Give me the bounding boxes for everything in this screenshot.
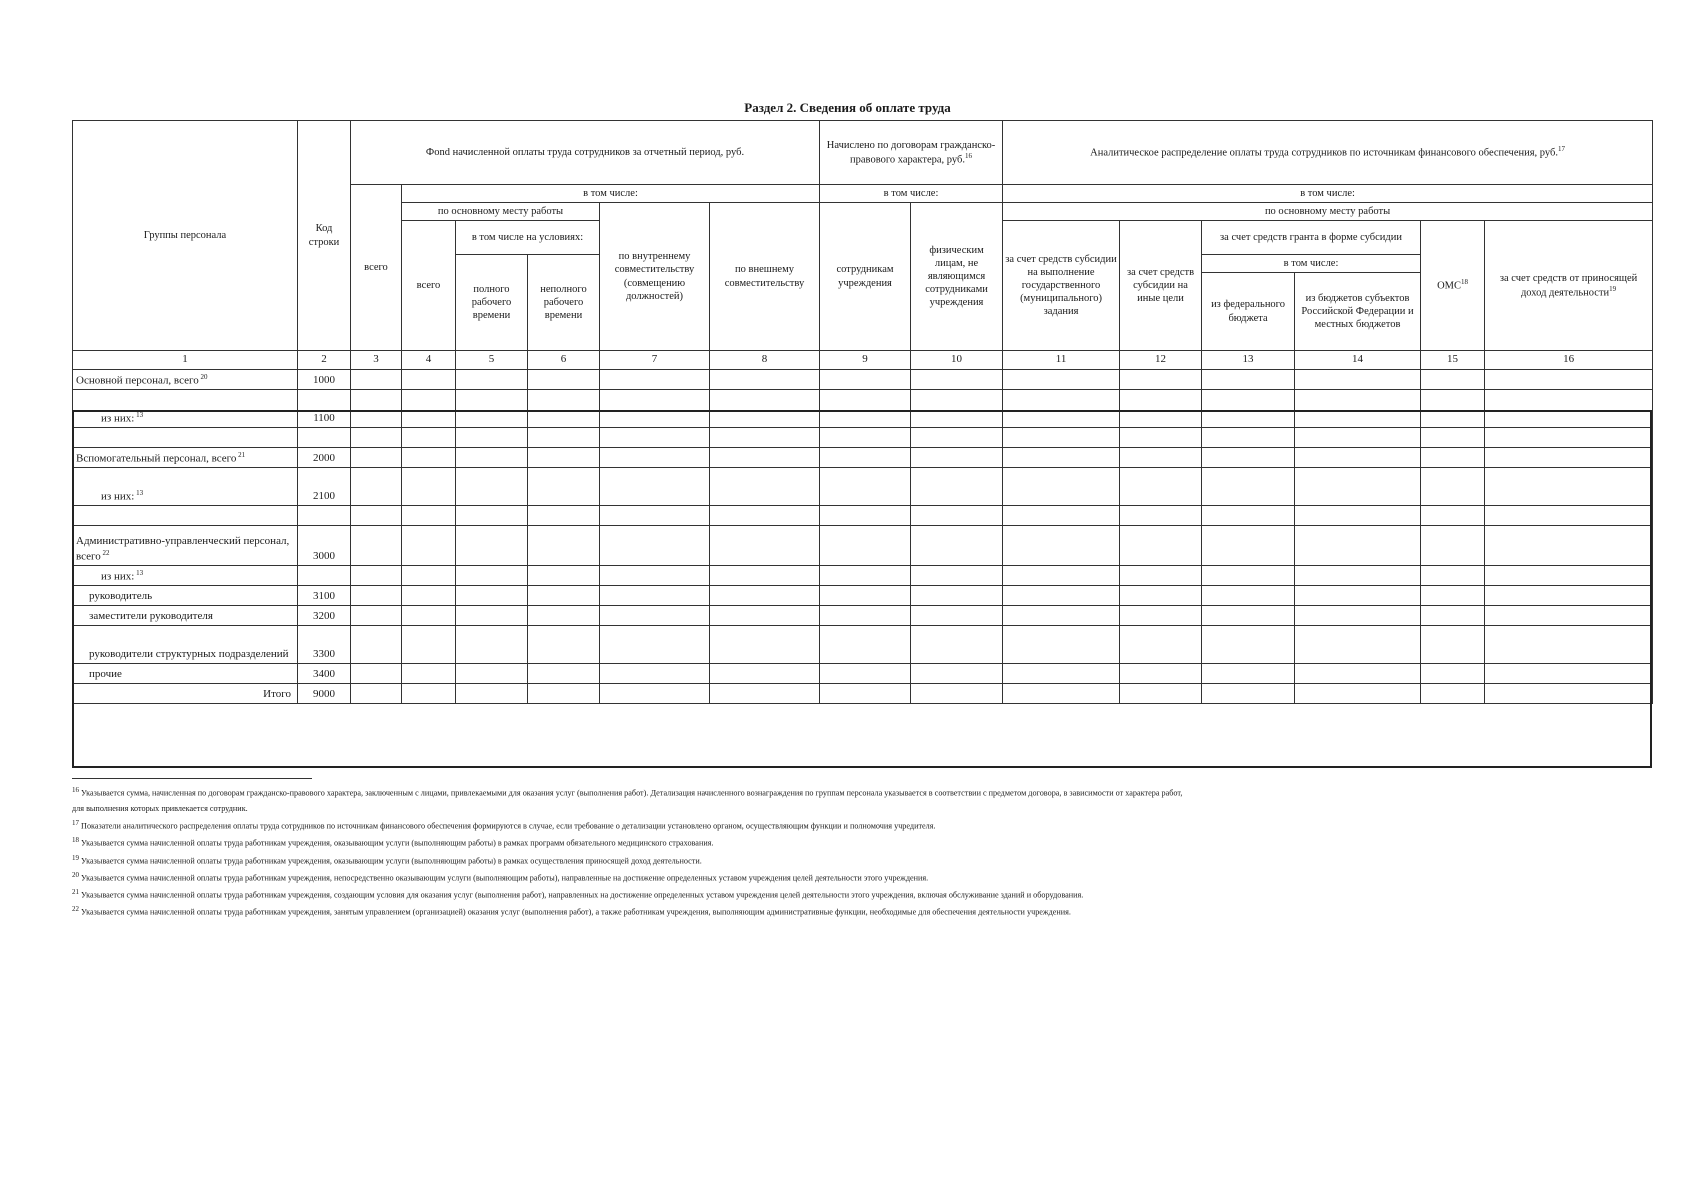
data-cell[interactable] — [1003, 506, 1120, 526]
table-row — [73, 428, 1653, 448]
data-cell[interactable] — [1485, 586, 1653, 606]
table-row — [73, 566, 1653, 586]
data-cell[interactable] — [1421, 428, 1485, 448]
data-cell[interactable] — [710, 606, 820, 626]
data-cell[interactable] — [1421, 664, 1485, 684]
row-label: руководители структурных подразделений — [73, 626, 298, 664]
data-cell[interactable] — [351, 390, 402, 428]
column-number: 12 — [1120, 351, 1202, 370]
data-cell[interactable] — [528, 370, 600, 390]
data-cell[interactable] — [1120, 626, 1202, 664]
data-cell[interactable] — [911, 684, 1003, 704]
row-code: 1000 — [298, 370, 351, 390]
data-cell[interactable] — [600, 428, 710, 448]
footnote: 18 Указывается сумма начисленной оплаты труда работникам учреждения, оказывающим услуги (выполняющим работы) в рамках программ обязательного медицинского страхования. — [72, 836, 714, 848]
data-cell[interactable] — [1003, 428, 1120, 448]
table-row — [73, 468, 1653, 506]
data-cell[interactable] — [710, 586, 820, 606]
data-cell[interactable] — [1120, 586, 1202, 606]
table-row — [73, 390, 1653, 428]
row-label: из них: $^{13}$ — [73, 390, 298, 428]
data-cell[interactable] — [1120, 506, 1202, 526]
labor-payment-table — [72, 120, 1653, 704]
header-fund: Фond начисленной оплаты труда сотрудников за отчетный период, руб. — [351, 121, 820, 185]
data-cell[interactable] — [402, 448, 456, 468]
header-incl-conditions: в том числе на условиях: — [456, 221, 600, 255]
data-cell[interactable] — [351, 370, 402, 390]
data-cell[interactable] — [1202, 586, 1295, 606]
data-cell[interactable] — [820, 370, 911, 390]
data-cell[interactable] — [402, 586, 456, 606]
data-cell[interactable] — [710, 448, 820, 468]
header-subsidy-task: за счет средств субсидии на выполнение государственного (муниципального) задания — [1003, 221, 1120, 351]
data-cell[interactable] — [1120, 448, 1202, 468]
data-cell[interactable] — [820, 448, 911, 468]
column-number: 6 — [528, 351, 600, 370]
header-code: Код строки — [298, 121, 351, 351]
data-cell[interactable] — [710, 370, 820, 390]
data-cell[interactable] — [402, 684, 456, 704]
data-cell[interactable] — [600, 626, 710, 664]
data-cell[interactable] — [1120, 428, 1202, 448]
data-cell[interactable] — [911, 586, 1003, 606]
data-cell[interactable] — [820, 606, 911, 626]
data-cell[interactable] — [456, 390, 528, 428]
footnote: 20 Указывается сумма начисленной оплаты труда работникам учреждения, непосредственно оказывающим услуги (выполняющим работы), направленные на достижение определенных уставом учреждения целей деятельности этого учреждения. — [72, 870, 929, 883]
data-cell[interactable] — [1202, 606, 1295, 626]
data-cell[interactable] — [911, 626, 1003, 664]
data-cell[interactable] — [351, 468, 402, 506]
data-cell[interactable] — [911, 606, 1003, 626]
data-cell[interactable] — [1202, 468, 1295, 506]
header-gph: Начислено по договорам гражданско-правового характера, руб.$^{16}$ — [820, 121, 1003, 185]
data-cell[interactable] — [600, 506, 710, 526]
data-cell[interactable] — [1202, 428, 1295, 448]
row-code: 3300 — [298, 626, 351, 664]
data-cell[interactable] — [1485, 626, 1653, 664]
data-cell[interactable] — [456, 370, 528, 390]
row-label: руководитель — [73, 586, 298, 606]
data-cell[interactable] — [820, 390, 911, 428]
data-cell[interactable] — [402, 626, 456, 664]
data-cell[interactable] — [1485, 390, 1653, 428]
data-cell[interactable] — [1202, 626, 1295, 664]
data-cell[interactable] — [1120, 468, 1202, 506]
header-oms: ОМС$^{18}$ — [1421, 221, 1485, 351]
data-cell[interactable] — [528, 526, 600, 566]
data-cell[interactable] — [1295, 506, 1421, 526]
data-cell[interactable] — [1120, 566, 1202, 586]
data-cell[interactable] — [402, 468, 456, 506]
data-cell[interactable] — [600, 448, 710, 468]
data-cell[interactable] — [820, 468, 911, 506]
data-cell[interactable] — [1421, 526, 1485, 566]
data-cell[interactable] — [1485, 606, 1653, 626]
row-label: Вспомогательный персонал, всего $^{21}$ — [73, 448, 298, 468]
column-number: 11 — [1003, 351, 1120, 370]
header-full-time: полного рабочего времени — [456, 255, 528, 351]
header-subsidy-other: за счет средств субсидии на иные цели — [1120, 221, 1202, 351]
data-cell[interactable] — [351, 566, 402, 586]
data-cell[interactable] — [1120, 526, 1202, 566]
table-row — [73, 626, 1653, 664]
data-cell[interactable] — [456, 586, 528, 606]
row-label — [73, 506, 298, 526]
data-cell[interactable] — [1003, 370, 1120, 390]
data-cell[interactable] — [1295, 370, 1421, 390]
data-cell[interactable] — [820, 626, 911, 664]
row-label: Основной персонал, всего $^{20}$ — [73, 370, 298, 390]
footnote: 17 Показатели аналитического распределения оплаты труда сотрудников по источникам финансового обеспечения формируются в случае, если требование о детализации установлено органом, осуществляющим функции и полномочия учредителя. — [72, 818, 936, 831]
data-cell[interactable] — [528, 468, 600, 506]
data-cell[interactable] — [528, 586, 600, 606]
row-code: 2000 — [298, 448, 351, 468]
data-cell[interactable] — [1202, 506, 1295, 526]
data-cell[interactable] — [528, 566, 600, 586]
column-numbers-row — [73, 351, 1653, 370]
header-main-place: по основному месту работы — [402, 203, 600, 221]
data-cell[interactable] — [351, 684, 402, 704]
table-row — [73, 684, 1653, 704]
table-row — [73, 606, 1653, 626]
row-code: 1100 — [298, 390, 351, 428]
data-cell[interactable] — [402, 506, 456, 526]
data-cell[interactable] — [1421, 370, 1485, 390]
data-cell[interactable] — [820, 684, 911, 704]
data-cell[interactable] — [1003, 566, 1120, 586]
header-main-place-2: по основному месту работы — [1003, 203, 1653, 221]
row-label: прочие — [73, 664, 298, 684]
table-row — [73, 370, 1653, 390]
data-cell[interactable] — [402, 428, 456, 448]
table-row — [73, 526, 1653, 566]
data-cell[interactable] — [600, 566, 710, 586]
footnotes — [72, 784, 1632, 921]
row-code — [298, 566, 351, 586]
data-cell[interactable] — [1485, 526, 1653, 566]
data-cell[interactable] — [710, 428, 820, 448]
data-cell[interactable] — [1421, 448, 1485, 468]
header-external: по внешнему совместительству — [710, 203, 820, 351]
row-code: 2100 — [298, 468, 351, 506]
footnote: 21 Указывается сумма начисленной оплаты труда работникам учреждения, создающим условия для оказания услуг (выполнения работ), направленных на достижение определенных уставом учреждения целей деятельности этого учреждения, включая обслуживание зданий и оборудования. — [72, 888, 1084, 900]
data-cell[interactable] — [600, 468, 710, 506]
data-cell[interactable] — [528, 626, 600, 664]
data-cell[interactable] — [1421, 606, 1485, 626]
column-number: 15 — [1421, 351, 1485, 370]
data-cell[interactable] — [911, 390, 1003, 428]
data-cell[interactable] — [600, 390, 710, 428]
row-code: 3100 — [298, 586, 351, 606]
data-cell[interactable] — [1295, 468, 1421, 506]
row-code — [298, 428, 351, 448]
data-cell[interactable] — [1295, 390, 1421, 428]
footnote: 22 Указывается сумма начисленной оплаты труда работникам учреждения, занятым управлением (организацией) оказания услуг (выполнения работ), а также работникам учреждения, выполняющим административные функции, необходимые для обеспечения деятельности учреждения. — [72, 905, 1071, 918]
data-cell[interactable] — [1295, 428, 1421, 448]
data-cell[interactable] — [1485, 370, 1653, 390]
table-row — [73, 448, 1653, 468]
column-number: 4 — [402, 351, 456, 370]
data-cell[interactable] — [1295, 684, 1421, 704]
data-cell[interactable] — [1202, 566, 1295, 586]
data-cell[interactable] — [351, 664, 402, 684]
row-code: 3200 — [298, 606, 351, 626]
data-cell[interactable] — [351, 626, 402, 664]
data-cell[interactable] — [1003, 526, 1120, 566]
data-cell[interactable] — [1120, 606, 1202, 626]
header-regional: из бюджетов субъектов Российской Федерации и местных бюджетов — [1295, 273, 1421, 351]
row-label: из них: $^{13}$ — [73, 566, 298, 586]
header-incl-analytic: в том числе: — [1003, 185, 1653, 203]
data-cell[interactable] — [1003, 468, 1120, 506]
row-code: 9000 — [298, 684, 351, 704]
data-cell[interactable] — [600, 684, 710, 704]
data-cell[interactable] — [820, 566, 911, 586]
table-row — [73, 506, 1653, 526]
data-cell[interactable] — [402, 566, 456, 586]
column-number: 7 — [600, 351, 710, 370]
data-cell[interactable] — [402, 390, 456, 428]
data-cell[interactable] — [710, 468, 820, 506]
data-cell[interactable] — [351, 428, 402, 448]
data-cell[interactable] — [351, 586, 402, 606]
data-cell[interactable] — [1421, 586, 1485, 606]
data-cell[interactable] — [710, 626, 820, 664]
data-cell[interactable] — [402, 606, 456, 626]
data-cell[interactable] — [1295, 566, 1421, 586]
data-cell[interactable] — [600, 664, 710, 684]
header-grant: за счет средств гранта в форме субсидии — [1202, 221, 1421, 255]
row-label: Итого — [73, 684, 298, 704]
data-cell[interactable] — [1295, 606, 1421, 626]
data-cell[interactable] — [456, 626, 528, 664]
data-cell[interactable] — [402, 664, 456, 684]
data-cell[interactable] — [351, 606, 402, 626]
header-income: за счет средств от приносящей доход деятельности$^{19}$ — [1485, 221, 1653, 351]
data-cell[interactable] — [351, 448, 402, 468]
header-federal: из федерального бюджета — [1202, 273, 1295, 351]
footnote: для выполнения которых привлекается сотрудник. — [72, 804, 248, 814]
row-label: из них: $^{13}$ — [73, 468, 298, 506]
data-cell[interactable] — [1485, 468, 1653, 506]
header-incl: в том числе: — [402, 185, 820, 203]
footnote: 19 Указывается сумма начисленной оплаты труда работникам учреждения, оказывающим услуги (выполняющим работы) в рамках осуществления приносящей доход деятельности. — [72, 853, 702, 866]
data-cell[interactable] — [351, 506, 402, 526]
column-number: 16 — [1485, 351, 1653, 370]
data-cell[interactable] — [1202, 370, 1295, 390]
data-cell[interactable] — [1003, 586, 1120, 606]
data-cell[interactable] — [1003, 684, 1120, 704]
data-cell[interactable] — [710, 684, 820, 704]
column-number: 8 — [710, 351, 820, 370]
header-total-2: всего — [402, 221, 456, 351]
data-cell[interactable] — [402, 370, 456, 390]
data-cell[interactable] — [911, 506, 1003, 526]
data-cell[interactable] — [528, 390, 600, 428]
data-cell[interactable] — [1421, 468, 1485, 506]
header-incl-gph: в том числе: — [820, 185, 1003, 203]
data-cell[interactable] — [600, 526, 710, 566]
data-cell[interactable] — [1295, 586, 1421, 606]
header-groups: Группы персонала — [73, 121, 298, 351]
data-cell[interactable] — [600, 606, 710, 626]
data-cell[interactable] — [1295, 448, 1421, 468]
data-cell[interactable] — [1003, 626, 1120, 664]
column-number: 9 — [820, 351, 911, 370]
row-label: заместители руководителя — [73, 606, 298, 626]
data-cell[interactable] — [820, 526, 911, 566]
data-cell[interactable] — [456, 428, 528, 448]
section-title: Раздел 2. Сведения об оплате труда — [744, 100, 951, 115]
data-cell[interactable] — [528, 448, 600, 468]
data-cell[interactable] — [456, 506, 528, 526]
column-number: 2 — [298, 351, 351, 370]
data-cell[interactable] — [1421, 684, 1485, 704]
data-cell[interactable] — [911, 664, 1003, 684]
data-cell[interactable] — [1421, 566, 1485, 586]
data-cell[interactable] — [1485, 506, 1653, 526]
column-number: 14 — [1295, 351, 1421, 370]
data-cell[interactable] — [528, 506, 600, 526]
data-cell[interactable] — [911, 566, 1003, 586]
data-cell[interactable] — [1295, 526, 1421, 566]
data-cell[interactable] — [710, 664, 820, 684]
data-cell[interactable] — [456, 448, 528, 468]
data-cell[interactable] — [710, 390, 820, 428]
row-label: Административно-управленческий персонал, всего $^{22}$ — [73, 526, 298, 566]
data-cell[interactable] — [1421, 506, 1485, 526]
data-cell[interactable] — [456, 606, 528, 626]
row-code — [298, 506, 351, 526]
data-cell[interactable] — [820, 428, 911, 448]
data-cell[interactable] — [456, 526, 528, 566]
table-row — [73, 664, 1653, 684]
data-cell[interactable] — [820, 664, 911, 684]
footnote-divider — [72, 778, 312, 779]
column-number: 3 — [351, 351, 402, 370]
data-cell[interactable] — [1485, 448, 1653, 468]
data-cell[interactable] — [1202, 664, 1295, 684]
column-number: 10 — [911, 351, 1003, 370]
data-cell[interactable] — [1485, 566, 1653, 586]
data-cell[interactable] — [600, 586, 710, 606]
header-total: всего — [351, 185, 402, 351]
row-code: 3400 — [298, 664, 351, 684]
data-cell[interactable] — [911, 370, 1003, 390]
data-cell[interactable] — [1003, 606, 1120, 626]
data-cell[interactable] — [1295, 664, 1421, 684]
data-cell[interactable] — [456, 664, 528, 684]
data-cell[interactable] — [911, 448, 1003, 468]
data-cell[interactable] — [456, 684, 528, 704]
data-cell[interactable] — [1421, 626, 1485, 664]
footnote: 16 Указывается сумма, начисленная по договорам гражданско-правового характера, заключенным с лицами, привлекаемыми для оказания услуг (выполнения работ). Детализация начисленного вознаграждения по группам персонала указывается в соответствии с предметом договора, в зависимости от характера работ, — [72, 786, 1183, 798]
data-cell[interactable] — [351, 526, 402, 566]
column-number: 1 — [73, 351, 298, 370]
data-cell[interactable] — [456, 468, 528, 506]
header-incl-grant: в том числе: — [1202, 255, 1421, 273]
data-cell[interactable] — [1202, 684, 1295, 704]
data-cell[interactable] — [1202, 448, 1295, 468]
row-code: 3000 — [298, 526, 351, 566]
data-cell[interactable] — [820, 586, 911, 606]
data-cell[interactable] — [1003, 390, 1120, 428]
data-cell[interactable] — [1120, 390, 1202, 428]
header-individuals: физическим лицам, не являющимся сотрудниками учреждения — [911, 203, 1003, 351]
data-cell[interactable] — [456, 566, 528, 586]
table-row — [73, 586, 1653, 606]
header-internal: по внутреннему совместительству (совмещению должностей) — [600, 203, 710, 351]
data-cell[interactable] — [1003, 448, 1120, 468]
header-staff: сотрудникам учреждения — [820, 203, 911, 351]
data-cell[interactable] — [1120, 664, 1202, 684]
data-cell[interactable] — [528, 664, 600, 684]
header-part-time: неполного рабочего времени — [528, 255, 600, 351]
row-label — [73, 428, 298, 448]
data-cell[interactable] — [1202, 526, 1295, 566]
data-cell[interactable] — [710, 526, 820, 566]
data-cell[interactable] — [528, 684, 600, 704]
data-cell[interactable] — [710, 566, 820, 586]
data-cell[interactable] — [1421, 390, 1485, 428]
data-cell[interactable] — [600, 370, 710, 390]
data-cell[interactable] — [1295, 626, 1421, 664]
column-number: 13 — [1202, 351, 1295, 370]
data-cell[interactable] — [820, 506, 911, 526]
data-cell[interactable] — [911, 468, 1003, 506]
data-cell[interactable] — [1120, 370, 1202, 390]
data-cell[interactable] — [1485, 428, 1653, 448]
data-cell[interactable] — [1003, 664, 1120, 684]
data-cell[interactable] — [402, 526, 456, 566]
data-cell[interactable] — [911, 526, 1003, 566]
data-cell[interactable] — [1485, 684, 1653, 704]
data-cell[interactable] — [528, 606, 600, 626]
data-cell[interactable] — [911, 428, 1003, 448]
column-number: 5 — [456, 351, 528, 370]
data-cell[interactable] — [710, 506, 820, 526]
data-cell[interactable] — [1485, 664, 1653, 684]
data-cell[interactable] — [1202, 390, 1295, 428]
header-analytic: Аналитическое распределение оплаты труда сотрудников по источникам финансового обеспечения, руб.$^{17}$ — [1003, 121, 1653, 185]
data-cell[interactable] — [1120, 684, 1202, 704]
data-cell[interactable] — [528, 428, 600, 448]
